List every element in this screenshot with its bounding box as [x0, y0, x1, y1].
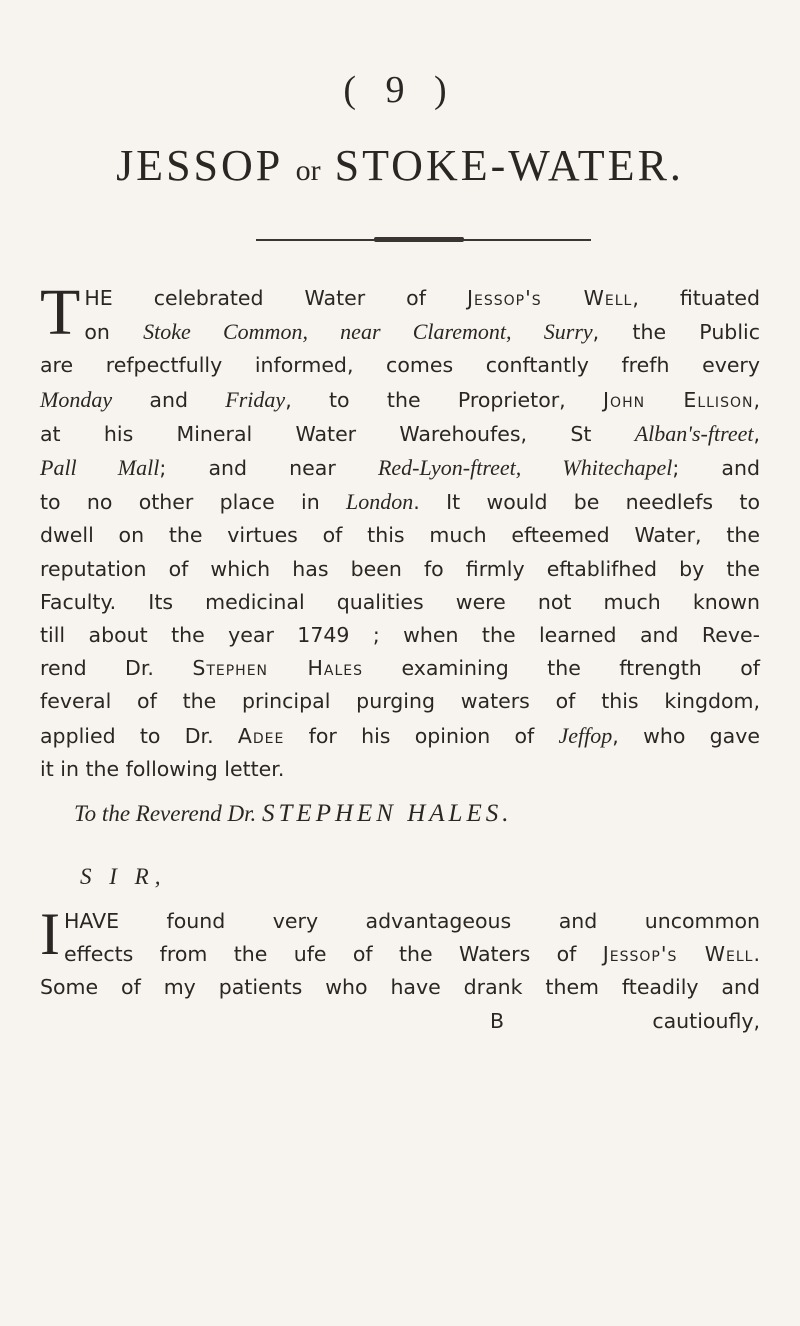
letter-paragraph: [40, 901, 760, 1005]
heading-right: STOKE-WATER.: [334, 141, 684, 190]
heading-left: JESSOP: [116, 141, 282, 190]
text-line: HE celebrated Water of Jessop's Well, fituated: [84, 286, 761, 310]
text-line: reputation of which has been fo firmly eftablifhed by the: [40, 556, 760, 581]
intro-paragraph: [40, 276, 761, 786]
text-line: are refpectfully informed, comes conftantly frefh every: [40, 353, 760, 378]
text-line: Pall Mall; and near Red-Lyon-ftreet, Whitechapel; and: [40, 455, 760, 481]
text-line: feveral of the principal purging waters of this kingdom,: [40, 689, 760, 714]
page-number: ( 9 ): [343, 69, 457, 111]
chapter-heading: [40, 140, 760, 191]
address-name: STEPHEN HALES.: [262, 800, 513, 827]
text-line: rend Dr. Stephen Hales examining the ftrength of: [40, 656, 760, 681]
salutation: S I R,: [80, 864, 167, 889]
text-line: effects from the ufe of the Waters of Jessop's Well.: [63, 942, 760, 967]
text-line: applied to Dr. Adee for his opinion of Jeffop, who gave: [40, 722, 760, 748]
text-line: HAVE found very advantageous and uncommon: [63, 909, 760, 933]
catchword: cautioufly,: [652, 1009, 760, 1033]
text-line: Faculty. Its medicinal qualities were not much known: [40, 589, 760, 614]
text-line: on Stoke Common, near Claremont, Surry, the Public: [84, 319, 760, 345]
text-line: Monday and Friday, to the Proprietor, John Ellison,: [40, 386, 760, 412]
text-line: Some of my patients who have drank them fteadily and: [40, 975, 760, 1000]
address-to: To the Reverend Dr.: [74, 801, 257, 826]
drop-cap: T: [40, 276, 81, 349]
drop-cap: I: [40, 901, 60, 967]
letter-address: [74, 800, 774, 828]
text-line: it in the following letter.: [40, 756, 285, 781]
text-line: to no other place in London. It would be needlefs to: [40, 489, 760, 515]
text-line: at his Mineral Water Warehoufes, St Alban's-ftreet,: [40, 420, 760, 446]
text-line: till about the year 1749 ; when the learned and Reve-: [40, 623, 760, 648]
heading-or: or: [295, 154, 321, 187]
text-line: dwell on the virtues of this much efteemed Water, the: [40, 523, 760, 548]
signature-mark: B: [490, 1009, 505, 1033]
ornamental-rule: [256, 239, 591, 241]
